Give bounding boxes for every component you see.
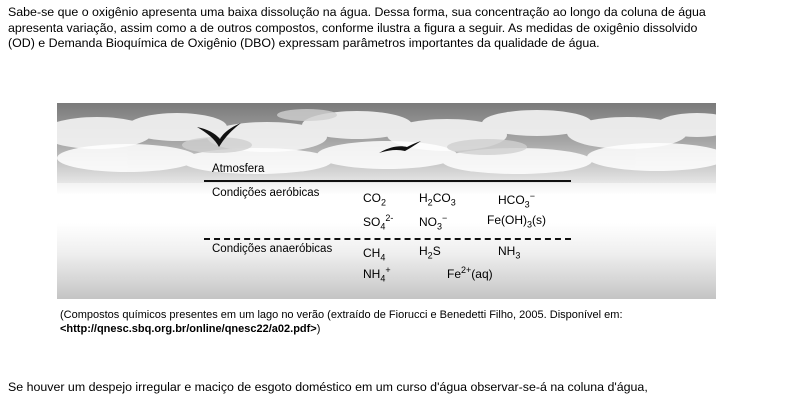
source-url-link[interactable]: <http://qnesc.sbq.org.br/online/qnesc22/a02.pdf>	[60, 323, 317, 335]
water-column-figure	[57, 103, 716, 299]
figure-caption	[60, 308, 720, 336]
atmosphere-label: Atmosfera	[212, 163, 265, 175]
intro-line-3: (OD) e Demanda Bioquímica de Oxigênio (DBO) expressam parâmetros importantes da qualidade de água.	[8, 36, 600, 50]
compound-hco3: $HCO_3^-$	[498, 191, 535, 210]
question-stem: Se houver um despejo irregular e maciço de esgoto doméstico em um curso d'água observar-se-á na coluna d'água,	[8, 380, 648, 394]
intro-line-2: apresenta variação, assim como a de outros compostos, conforme ilustra a figura a seguir. As medidas de oxigênio dissolvido	[8, 20, 698, 35]
compound-h2s: $H_2S$	[419, 244, 441, 261]
compound-nh3: $NH_3$	[498, 244, 521, 261]
intro-paragraph	[8, 5, 798, 52]
water-surface-line	[204, 180, 571, 182]
compound-feoh3: $Fe(OH)_3(s)$	[487, 213, 547, 230]
caption-line-2: <http://qnesc.sbq.org.br/online/qnesc22/a02.pdf>)	[60, 323, 321, 335]
compound-fe2: $Fe^{2+}(aq)$	[447, 265, 493, 281]
compound-no3: $NO_3^-$	[419, 213, 448, 232]
compound-co2: $CO_2$	[363, 191, 387, 208]
aerobic-conditions-label: Condições aeróbicas	[212, 187, 320, 199]
compound-ch4: $CH_4$	[363, 246, 386, 263]
caption-line-1: (Compostos químicos presentes em um lago no verão (extraído de Fiorucci e Benedetti Filho, 2005. Disponível em:	[60, 309, 623, 321]
anaerobic-conditions-label: Condições anaeróbicas	[212, 243, 333, 255]
cloudy-sky-illustration	[57, 103, 716, 183]
compound-so4: $SO_4^{2-}$	[363, 213, 394, 232]
intro-line-1: Sabe-se que o oxigênio apresenta uma baixa dissolução na água. Dessa forma, sua concentração ao longo da coluna de água	[8, 5, 706, 19]
compound-h2co3: $H_2CO_3$	[419, 191, 456, 208]
compound-nh4: $NH_4^+$	[363, 265, 391, 284]
oxygen-boundary-dashed-line	[204, 238, 571, 240]
